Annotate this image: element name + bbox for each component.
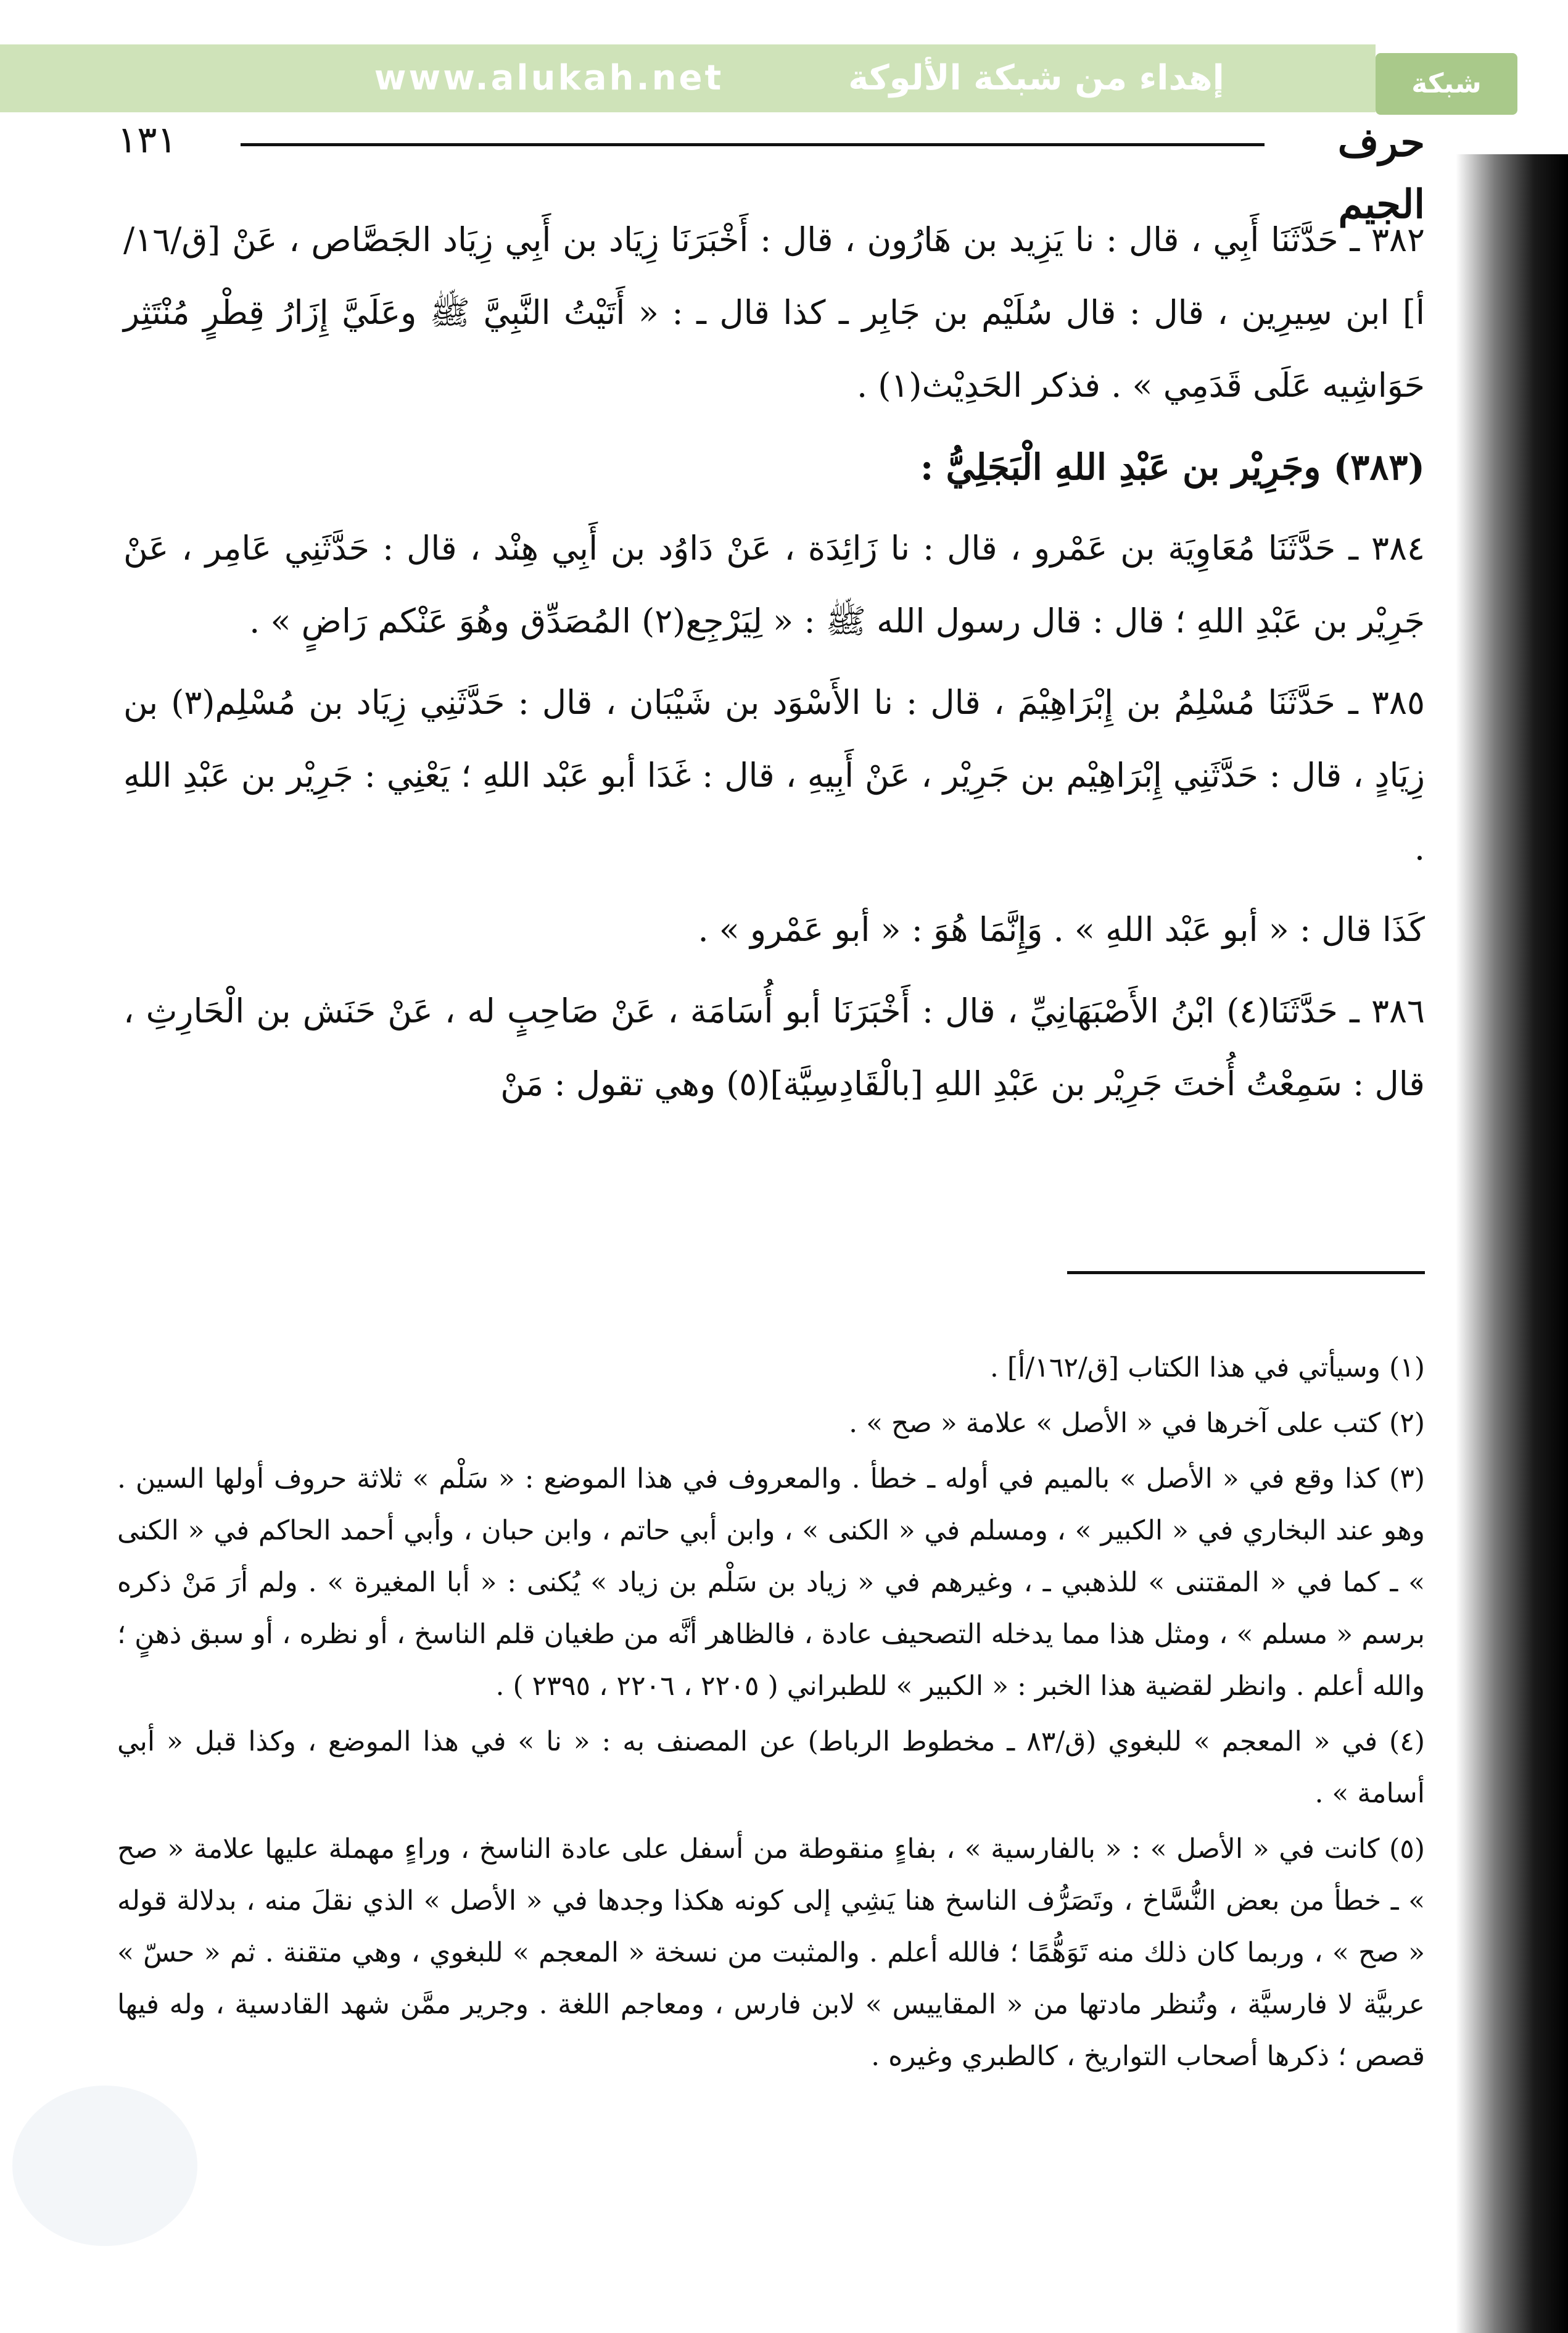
hadith-382: ٣٨٢ ـ حَدَّثَنَا أَبِي ، قال : نا يَزِيد بن هَارُون ، قال : أَخْبَرَنَا زِيَاد بن أَبِي زِيَاد الجَصَّاص ، عَنْ [ق/١٦/أ] ابن سِيرِين ، قال : قال سُلَيْم بن جَابِر ـ كذا قال ـ : « أَتَيْتُ النَّبِيَّ ﷺ وعَلَيَّ إِزَارُ قِطْرٍ مُنْتَثِر حَوَاشِيه عَلَى قَدَمِي » . فذكر الحَدِيْث(١) . bbox=[123, 220, 1426, 405]
banner-url[interactable]: www.alukah.net bbox=[374, 58, 724, 98]
footnote-divider bbox=[1067, 1271, 1425, 1274]
section-heading-383: (٣٨٣) وجَرِيْر بن عَبْدِ اللهِ الْبَجَلِيُّ : bbox=[920, 446, 1425, 488]
hadith-384: ٣٨٤ ـ حَدَّثَنَا مُعَاوِيَة بن عَمْرو ، قال : نا زَائِدَة ، عَنْ دَاوُد بن أَبِي هِنْد ، قال : حَدَّثَنِي عَامِر ، عَنْ جَرِيْر بن عَبْدِ اللهِ ؛ قال : قال رسول الله ﷺ : « لِيَرْجِع(٢) المُصَدِّق وهُوَ عَنْكم رَاضٍ » . bbox=[123, 529, 1425, 640]
footnote-4: (٤) في « المعجم » للبغوي (ق/٨٣ ـ مخطوط الرباط) عن المصنف به : « نا » في هذا الموضع ، وكذا قبل « أبي أسامة » . bbox=[117, 1726, 1425, 1809]
scan-binding-shadow bbox=[1456, 154, 1568, 2333]
footnotes bbox=[117, 1342, 1425, 2231]
alukah-logo-text: شبكة الألوكة bbox=[1401, 68, 1492, 149]
hadith-385: ٣٨٥ ـ حَدَّثَنَا مُسْلِمُ بن إِبْرَاهِيْمَ ، قال : نا الأَسْوَد بن شَيْبَان ، قال : حَدَّثَنِي زِيَاد بن مُسْلِم(٣) بن زِيَادٍ ، قال : حَدَّثَنِي إِبْرَاهِيْم بن جَرِيْر ، عَنْ أَبِيهِ ، قال : غَدَا أبو عَبْد اللهِ ؛ يَعْنِي : جَرِيْر بن عَبْدِ اللهِ . bbox=[123, 683, 1425, 868]
footnote-1: (١) وسيأتي في هذا الكتاب [ق/١٦٢/أ] . bbox=[989, 1352, 1425, 1383]
banner-gift-text: إهداء من شبكة الألوكة bbox=[848, 58, 1224, 98]
footnote-3: (٣) كذا وقع في « الأصل » بالميم في أوله ـ خطأ . والمعروف في هذا الموضع : « سَلْم » ثلاثة حروف أولها السين . وهو عند البخاري في « الكبير » ، ومسلم في « الكنى » ، وابن أبي حاتم ، وابن حبان ، وأبي أحمد الحاكم في « الكنى » ـ كما في « المقتنى » للذهبي ـ ، وغيرهم في « زياد بن سَلْم بن زياد » يُكنى : « أبا المغيرة » . ولم أرَ مَنْ ذكره برسم « مسلم » ، ومثل هذا مما يدخله التصحيف عادة ، فالظاهر أنَّه من طغيان قلم الناسخ ، أو نظره ، أو سبق ذهنٍ ؛ والله أعلم . وانظر لقضية هذا الخبر : « الكبير » للطبراني ( ٢٢٠٥ ، ٢٢٠٦ ، ٢٣٩٥ ) . bbox=[117, 1463, 1426, 1702]
footnote-5: (٥) كانت في « الأصل » : « بالفارسية » ، بفاءٍ منقوطة من أسفل على عادة الناسخ ، وراءٍ مهملة عليها علامة « صح » ـ خطأ من بعض النُّسَّاخ ، وتَصَرُّف الناسخ هنا يَشِي إلى كونه هكذا وجدها في « الأصل » الذي نقلَ منه ، بدلالة قوله « صح » ، وربما كان ذلك منه تَوَهُّمًا ؛ فالله أعلم . والمثبت من نسخة « المعجم » للبغوي ، وهي متقنة . ثم « حسّ » عربيَّة لا فارسيَّة ، وتُنظر مادتها من « المقاييس » لابن فارس ، ومعاجم اللغة . وجرير ممَّن شهد القادسية ، وله فيها قصص ؛ ذكرها أصحاب التواريخ ، كالطبري وغيره . bbox=[117, 1833, 1425, 2072]
chapter-title: حرف الجيم bbox=[1337, 120, 1425, 228]
header-divider bbox=[241, 143, 1265, 146]
footnote-2: (٢) كتب على آخرها في « الأصل » علامة « صح » . bbox=[849, 1407, 1425, 1439]
main-text bbox=[123, 204, 1425, 1265]
remark-385: كَذَا قال : « أبو عَبْد اللهِ » . وَإِنَّمَا هُوَ : « أبو عَمْرو » . bbox=[698, 910, 1425, 949]
faded-stamp bbox=[12, 2086, 197, 2246]
page-number: ١٣١ bbox=[117, 118, 177, 162]
hadith-386: ٣٨٦ ـ حَدَّثَنَا(٤) ابْنُ الأَصْبَهَانِيِّ ، قال : أَخْبَرَنَا أبو أُسَامَة ، عَنْ صَاحِبٍ له ، عَنْ حَنَش بن الْحَارِثِ ، قال : سَمِعْتُ أُختَ جَرِيْر بن عَبْدِ اللهِ [بالْقَادِسِيَّة](٥) وهي تقول : مَنْ bbox=[123, 992, 1425, 1103]
